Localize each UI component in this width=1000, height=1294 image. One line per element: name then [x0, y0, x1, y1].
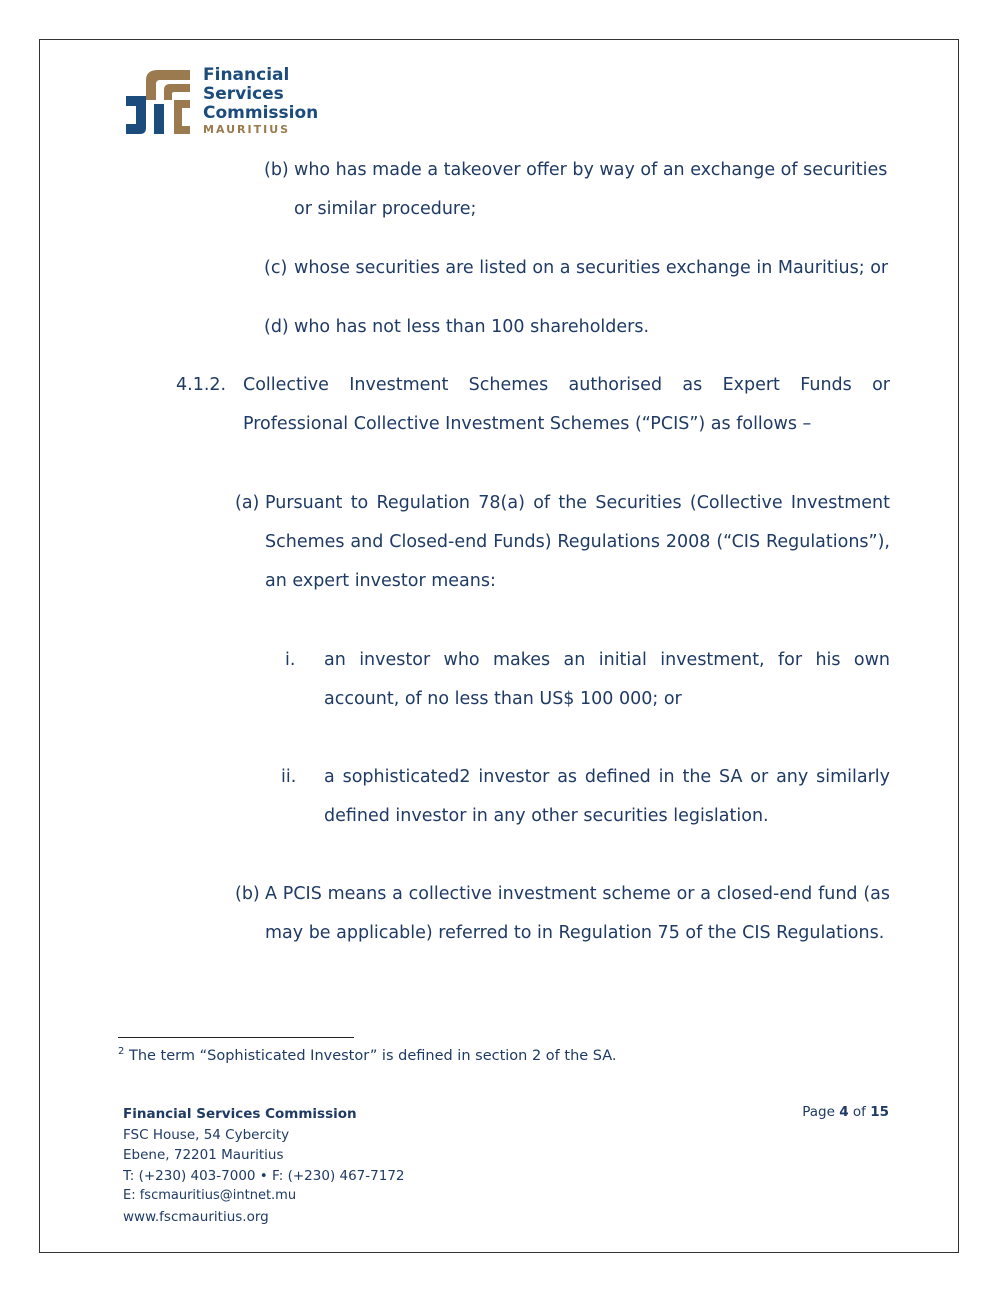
footnote-divider: [118, 1037, 354, 1038]
footer-org: Financial Services Commission: [123, 1106, 357, 1122]
logo-wordmark: [203, 66, 318, 137]
footer-website: www.fscmauritius.org: [123, 1208, 269, 1225]
page-of: of: [848, 1104, 871, 1120]
sub-a-marker: (a): [235, 493, 260, 513]
footnote-number: 2: [118, 1046, 125, 1057]
footer-address-2: Ebene, 72201 Mauritius: [123, 1147, 284, 1163]
footer-phone: T: (+230) 403-7000 • F: (+230) 467-7172: [123, 1167, 405, 1184]
footer-contact: [123, 1104, 405, 1227]
sub-b-marker: (b): [235, 884, 260, 904]
section-text: Collective Investment Schemes authorised as Expert Funds or Professional Collective Investment Schemes (“PCIS”) as follows –: [243, 375, 890, 434]
page-total: 15: [870, 1104, 889, 1120]
logo-line-3: Commission: [203, 103, 319, 123]
logo-line-2: Services: [203, 84, 284, 104]
roman-ii-text: a sophisticated2 investor as defined in the SA or any similarly defined investor in any other securities legislation.: [324, 767, 890, 826]
item-d-marker: (d): [264, 317, 289, 337]
item-b-marker: (b): [264, 160, 289, 180]
item-d-text: who has not less than 100 shareholders.: [294, 317, 650, 337]
page-current: 4: [839, 1104, 849, 1120]
page-number: [802, 1104, 889, 1120]
logo-line-1: Financial: [203, 65, 290, 85]
section-number: 4.1.2.: [176, 375, 227, 395]
logo-line-4: MAURITIUS: [203, 123, 291, 136]
footer-address-1: FSC House, 54 Cybercity: [123, 1126, 290, 1143]
sub-a-text: Pursuant to Regulation 78(a) of the Securities (Collective Investment Schemes and Closed-end Funds) Regulations 2008 (“CIS Regulations”), an expert investor means:: [265, 493, 890, 591]
roman-ii-marker: ii.: [281, 767, 297, 787]
item-c-marker: (c): [264, 258, 288, 278]
item-b-text: who has made a takeover offer by way of an exchange of securities or similar procedure;: [294, 160, 888, 219]
item-c-text: whose securities are listed on a securities exchange in Mauritius; or: [294, 258, 889, 278]
roman-i-text: an investor who makes an initial investment, for his own account, of no less than US$ 100 000; or: [324, 650, 890, 709]
footnote: [118, 1046, 617, 1064]
sub-b-text: A PCIS means a collective investment scheme or a closed-end fund (as may be applicable) referred to in Regulation 75 of the CIS Regulations.: [265, 884, 890, 943]
footer-email: E: fscmauritius@intnet.mu: [123, 1188, 297, 1203]
roman-i-marker: i.: [285, 650, 296, 670]
page-label: Page: [802, 1104, 840, 1120]
footnote-text: The term “Sophisticated Investor” is defined in section 2 of the SA.: [124, 1047, 617, 1064]
